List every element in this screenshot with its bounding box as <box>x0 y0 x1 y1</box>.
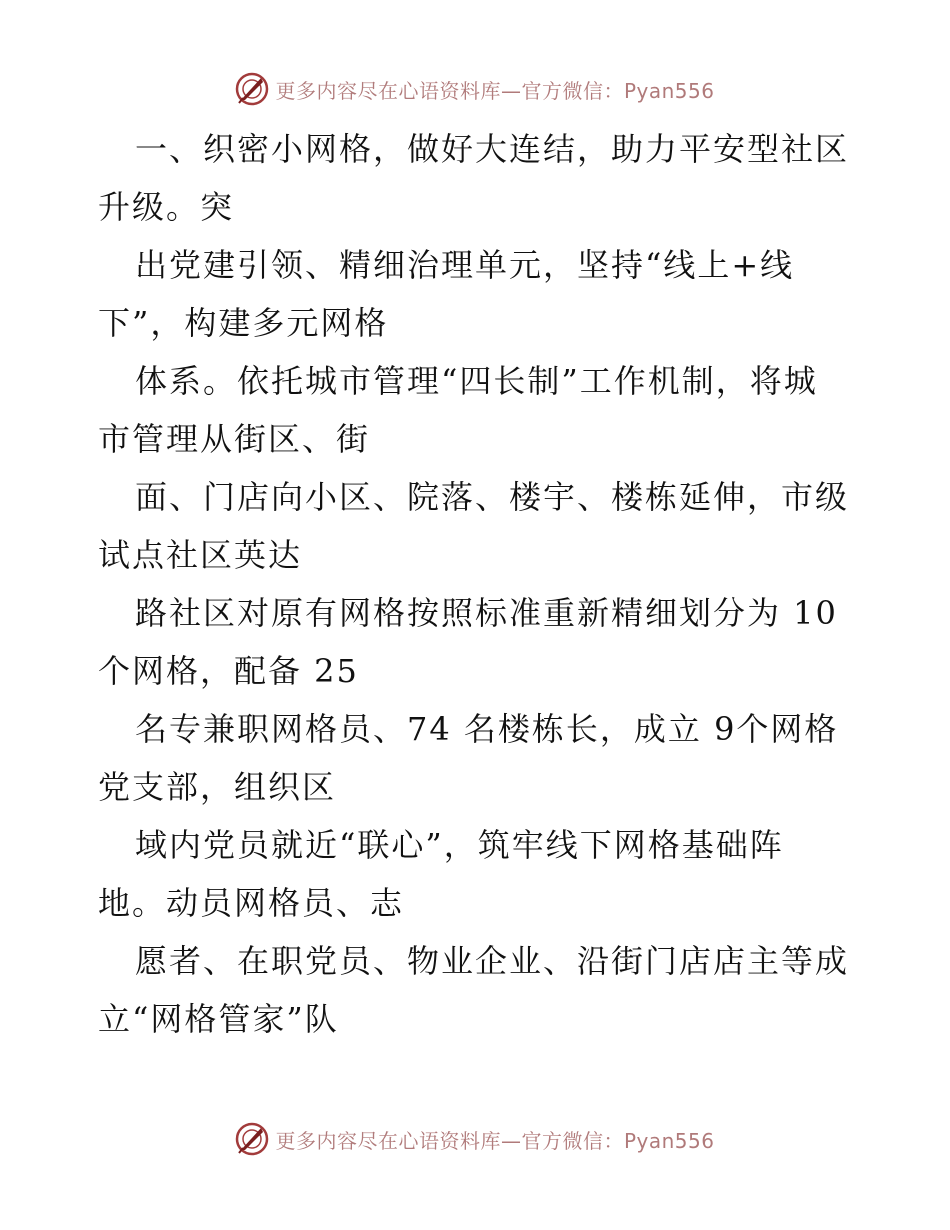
paragraph-line: 路社区对原有网格按照标准重新精细划分为 10 <box>135 594 838 632</box>
paragraph-line: 立“网格管家”队 <box>98 1000 339 1038</box>
paragraph-line: 党支部，组织区 <box>98 768 337 806</box>
paragraph-5 <box>98 584 858 700</box>
paragraph-line: 出党建引领、精细治理单元，坚持“线上+线 <box>135 246 795 284</box>
paragraph-4 <box>98 468 858 584</box>
paragraph-line: 域内党员就近“联心”，筑牢线下网格基础阵 <box>135 826 784 864</box>
feather-pen-logo-icon <box>235 72 269 106</box>
paragraph-6 <box>98 700 858 816</box>
paragraph-7 <box>98 816 858 932</box>
paragraph-1 <box>98 120 858 236</box>
paragraph-line: 市管理从街区、街 <box>98 420 371 458</box>
paragraph-line: 下”，构建多元网格 <box>98 304 389 342</box>
footer-banner-text: 更多内容尽在心语资料库—官方微信：Pyan556 <box>275 1128 715 1153</box>
paragraph-line: 地。动员网格员、志 <box>98 884 405 922</box>
feather-pen-logo-icon <box>235 1122 269 1156</box>
paragraph-8 <box>98 932 858 1048</box>
paragraph-3 <box>98 352 858 468</box>
paragraph-line: 试点社区英达 <box>98 536 303 574</box>
header-banner <box>0 72 950 106</box>
paragraph-2 <box>98 236 858 352</box>
paragraph-line: 体系。依托城市管理“四长制”工作机制，将城 <box>135 362 818 400</box>
paragraph-line: 个网格，配备 25 <box>98 652 359 690</box>
header-banner-text: 更多内容尽在心语资料库—官方微信：Pyan556 <box>275 78 715 103</box>
footer-banner <box>0 1122 950 1156</box>
paragraph-line: 名专兼职网格员、74 名楼栋长，成立 9个网格 <box>135 710 839 748</box>
paragraph-line: 面、门店向小区、院落、楼宇、楼栋延伸，市级 <box>135 478 850 516</box>
paragraph-line: 升级。突 <box>98 188 235 226</box>
paragraph-line: 愿者、在职党员、物业企业、沿街门店店主等成 <box>135 942 850 980</box>
document-body <box>98 120 858 1048</box>
paragraph-line: 一、织密小网格，做好大连结，助力平安型社区 <box>135 130 850 168</box>
